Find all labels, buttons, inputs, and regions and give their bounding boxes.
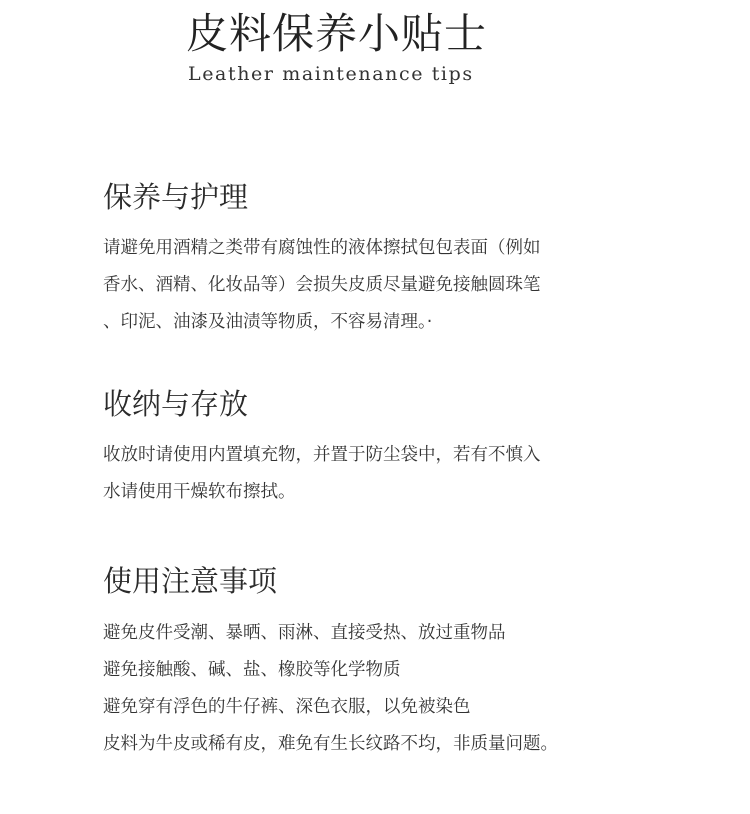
text-line: 避免接触酸、碱、盐、橡胶等化学物质 (103, 660, 401, 680)
text-line: 请避免用酒精之类带有腐蚀性的液体擦拭包包表面（例如 (103, 238, 541, 258)
section-heading-precautions: 使用注意事项 (103, 564, 278, 598)
page-subtitle: Leather maintenance tips (188, 63, 474, 85)
text-line: 收放时请使用内置填充物，并置于防尘袋中，若有不慎入 (103, 445, 541, 465)
section-heading-care: 保养与护理 (103, 180, 249, 214)
text-line: 皮料为牛皮或稀有皮，难免有生长纹路不均，非质量问题。 (103, 734, 558, 754)
text-line: 香水、酒精、化妆品等）会损失皮质尽量避免接触圆珠笔 (103, 275, 541, 295)
text-line: 避免穿有浮色的牛仔裤、深色衣服，以免被染色 (103, 697, 471, 717)
section-body-storage (103, 437, 703, 511)
section-body-precautions (103, 615, 703, 763)
section-heading-storage: 收纳与存放 (103, 387, 249, 421)
text-line: 水请使用干燥软布擦拭。 (103, 482, 296, 502)
page-title: 皮料保养小贴士 (186, 9, 488, 58)
text-line: 避免皮件受潮、暴晒、雨淋、直接受热、放过重物品 (103, 623, 506, 643)
text-line: 、印泥、油漆及油渍等物质，不容易清理。· (103, 312, 433, 332)
section-body-care (103, 230, 703, 341)
